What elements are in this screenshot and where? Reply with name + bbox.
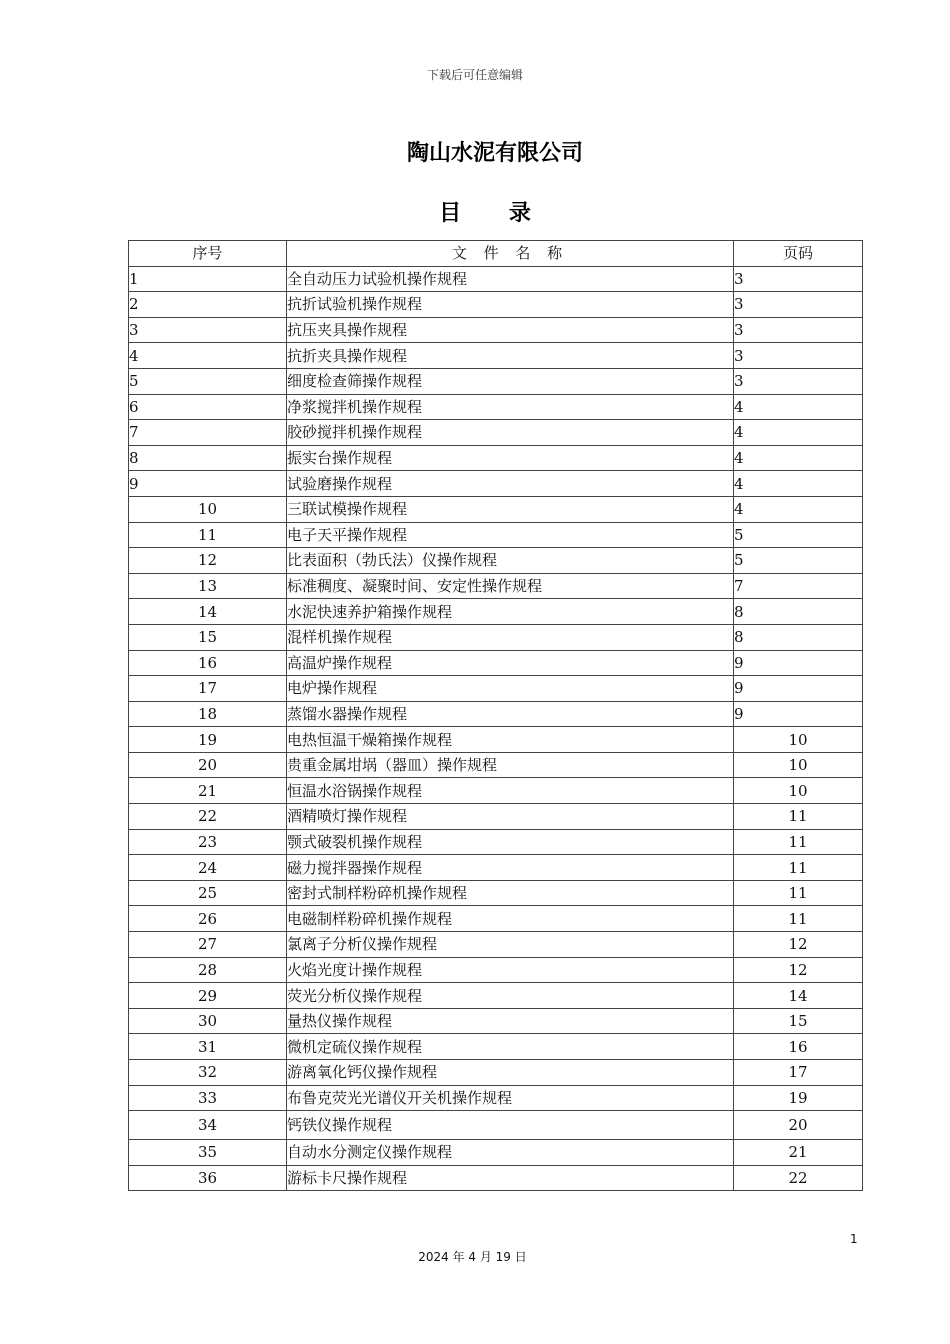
toc-row-title: 胶砂搅拌机操作规程 <box>287 420 734 446</box>
toc-row-title: 游离氧化钙仪操作规程 <box>287 1060 734 1086</box>
toc-row <box>129 1111 863 1140</box>
toc-row-page: 4 <box>734 471 863 497</box>
toc-row-title: 蒸馏水器操作规程 <box>287 701 734 727</box>
toc-row-number: 29 <box>129 983 287 1009</box>
toc-row-page: 9 <box>734 701 863 727</box>
toc-row <box>129 471 863 497</box>
toc-row-page: 4 <box>734 445 863 471</box>
toc-row-title: 贵重金属坩埚（器皿）操作规程 <box>287 752 734 778</box>
toc-row <box>129 829 863 855</box>
toc-row-number: 5 <box>129 368 287 394</box>
toc-row-number: 23 <box>129 829 287 855</box>
toc-row-number: 28 <box>129 957 287 983</box>
toc-row-page: 5 <box>734 522 863 548</box>
toc-row-number: 1 <box>129 266 287 292</box>
toc-row-page: 19 <box>734 1085 863 1111</box>
toc-row-number: 14 <box>129 599 287 625</box>
toc-row-number: 7 <box>129 420 287 446</box>
toc-row-title: 电磁制样粉碎机操作规程 <box>287 906 734 932</box>
toc-row-title: 标准稠度、凝聚时间、安定性操作规程 <box>287 573 734 599</box>
toc-row-number: 22 <box>129 804 287 830</box>
toc-row-title: 火焰光度计操作规程 <box>287 957 734 983</box>
toc-row-page: 8 <box>734 624 863 650</box>
toc-row-number: 18 <box>129 701 287 727</box>
toc-row-title: 振实台操作规程 <box>287 445 734 471</box>
toc-row-page: 22 <box>734 1165 863 1191</box>
toc-row-title: 细度检查筛操作规程 <box>287 368 734 394</box>
header-note: 下载后可任意编辑 <box>426 68 523 82</box>
toc-row-title: 电炉操作规程 <box>287 676 734 702</box>
toc-row-page: 9 <box>734 676 863 702</box>
toc-row-number: 34 <box>129 1111 287 1140</box>
toc-row-page: 20 <box>734 1111 863 1140</box>
toc-row <box>129 343 863 369</box>
toc-row <box>129 1085 863 1111</box>
toc-row-page: 3 <box>734 317 863 343</box>
toc-row-page: 11 <box>734 829 863 855</box>
toc-row <box>129 420 863 446</box>
toc-row-title: 抗折夹具操作规程 <box>287 343 734 369</box>
toc-row <box>129 752 863 778</box>
toc-row <box>129 548 863 574</box>
toc-row-number: 32 <box>129 1060 287 1086</box>
toc-row-number: 27 <box>129 932 287 958</box>
toc-row-number: 12 <box>129 548 287 574</box>
toc-row <box>129 932 863 958</box>
toc-row <box>129 778 863 804</box>
toc-row <box>129 880 863 906</box>
column-header-name: 文 件 名 称 <box>287 241 734 267</box>
toc-row-number: 25 <box>129 880 287 906</box>
toc-row-number: 16 <box>129 650 287 676</box>
toc-row <box>129 1060 863 1086</box>
toc-row-page: 16 <box>734 1034 863 1060</box>
toc-row-title: 颚式破裂机操作规程 <box>287 829 734 855</box>
toc-row <box>129 445 863 471</box>
toc-row <box>129 368 863 394</box>
toc-row-number: 21 <box>129 778 287 804</box>
toc-row-title: 试验磨操作规程 <box>287 471 734 497</box>
toc-row-page: 3 <box>734 266 863 292</box>
toc-row-number: 31 <box>129 1034 287 1060</box>
toc-row-number: 15 <box>129 624 287 650</box>
toc-row-title: 混样机操作规程 <box>287 624 734 650</box>
toc-row-page: 14 <box>734 983 863 1009</box>
toc-row <box>129 317 863 343</box>
toc-row <box>129 496 863 522</box>
toc-row <box>129 1034 863 1060</box>
toc-row <box>129 727 863 753</box>
toc-row-title: 酒精喷灯操作规程 <box>287 804 734 830</box>
toc-row-title: 微机定硫仪操作规程 <box>287 1034 734 1060</box>
toc-row-title: 高温炉操作规程 <box>287 650 734 676</box>
toc-row-page: 4 <box>734 394 863 420</box>
toc-row-number: 3 <box>129 317 287 343</box>
toc-row-number: 9 <box>129 471 287 497</box>
toc-row-title: 氯离子分析仪操作规程 <box>287 932 734 958</box>
toc-row-title: 自动水分测定仪操作规程 <box>287 1140 734 1166</box>
toc-row-page: 4 <box>734 496 863 522</box>
footer-date: 2024 年 4 月 19 日 <box>418 1250 527 1264</box>
page-number: 1 <box>850 1232 858 1246</box>
toc-row-title: 游标卡尺操作规程 <box>287 1165 734 1191</box>
toc-row-page: 4 <box>734 420 863 446</box>
toc-row-title: 磁力搅拌器操作规程 <box>287 855 734 881</box>
toc-row-number: 36 <box>129 1165 287 1191</box>
toc-row-title: 电子天平操作规程 <box>287 522 734 548</box>
toc-header-row <box>129 241 863 267</box>
toc-row-title: 抗压夹具操作规程 <box>287 317 734 343</box>
toc-row-page: 11 <box>734 880 863 906</box>
toc-row-page: 10 <box>734 752 863 778</box>
toc-row-page: 15 <box>734 1008 863 1034</box>
toc-row-title: 恒温水浴锅操作规程 <box>287 778 734 804</box>
toc-row-number: 33 <box>129 1085 287 1111</box>
toc-table <box>128 240 863 1191</box>
toc-row-title: 全自动压力试验机操作规程 <box>287 266 734 292</box>
toc-row-page: 10 <box>734 727 863 753</box>
toc-row <box>129 701 863 727</box>
toc-row-title: 荧光分析仪操作规程 <box>287 983 734 1009</box>
toc-row <box>129 292 863 318</box>
toc-row-page: 5 <box>734 548 863 574</box>
toc-row-number: 19 <box>129 727 287 753</box>
toc-row-number: 13 <box>129 573 287 599</box>
toc-row-title: 钙铁仪操作规程 <box>287 1111 734 1140</box>
toc-row-number: 20 <box>129 752 287 778</box>
toc-row-page: 3 <box>734 368 863 394</box>
toc-row-title: 净浆搅拌机操作规程 <box>287 394 734 420</box>
toc-row-title: 水泥快速养护箱操作规程 <box>287 599 734 625</box>
toc-row-number: 24 <box>129 855 287 881</box>
toc-row-number: 35 <box>129 1140 287 1166</box>
toc-row-page: 12 <box>734 957 863 983</box>
toc-row-number: 4 <box>129 343 287 369</box>
toc-row-number: 10 <box>129 496 287 522</box>
toc-row-page: 8 <box>734 599 863 625</box>
toc-row-title: 比表面积（勃氏法）仪操作规程 <box>287 548 734 574</box>
toc-row <box>129 676 863 702</box>
toc-row-page: 3 <box>734 343 863 369</box>
toc-row-title: 三联试模操作规程 <box>287 496 734 522</box>
toc-row-page: 3 <box>734 292 863 318</box>
toc-row-number: 6 <box>129 394 287 420</box>
toc-row <box>129 1140 863 1166</box>
toc-row <box>129 855 863 881</box>
toc-row <box>129 394 863 420</box>
toc-row <box>129 983 863 1009</box>
toc-row-page: 12 <box>734 932 863 958</box>
toc-row-title: 布鲁克荧光光谱仪开关机操作规程 <box>287 1085 734 1111</box>
toc-row-page: 11 <box>734 855 863 881</box>
toc-row <box>129 1008 863 1034</box>
toc-row <box>129 573 863 599</box>
toc-row <box>129 522 863 548</box>
toc-row-page: 9 <box>734 650 863 676</box>
toc-row <box>129 599 863 625</box>
toc-row-page: 21 <box>734 1140 863 1166</box>
toc-row-number: 11 <box>129 522 287 548</box>
toc-title: 目 录 <box>439 201 551 226</box>
column-header-page: 页码 <box>734 241 863 267</box>
toc-row-page: 11 <box>734 804 863 830</box>
company-title: 陶山水泥有限公司 <box>406 141 583 166</box>
toc-row-page: 7 <box>734 573 863 599</box>
toc-body <box>129 266 863 1191</box>
toc-row-page: 10 <box>734 778 863 804</box>
toc-row-title: 密封式制样粉碎机操作规程 <box>287 880 734 906</box>
toc-row <box>129 266 863 292</box>
toc-row-number: 8 <box>129 445 287 471</box>
toc-row-number: 26 <box>129 906 287 932</box>
toc-row-number: 30 <box>129 1008 287 1034</box>
toc-row-title: 电热恒温干燥箱操作规程 <box>287 727 734 753</box>
toc-row-number: 17 <box>129 676 287 702</box>
toc-row <box>129 804 863 830</box>
toc-row-page: 11 <box>734 906 863 932</box>
toc-row-page: 17 <box>734 1060 863 1086</box>
toc-row-title: 量热仪操作规程 <box>287 1008 734 1034</box>
toc-row <box>129 906 863 932</box>
toc-row <box>129 650 863 676</box>
toc-row-title: 抗折试验机操作规程 <box>287 292 734 318</box>
toc-row <box>129 1165 863 1191</box>
toc-row-number: 2 <box>129 292 287 318</box>
toc-row <box>129 957 863 983</box>
toc-row <box>129 624 863 650</box>
column-header-no: 序号 <box>129 241 287 267</box>
